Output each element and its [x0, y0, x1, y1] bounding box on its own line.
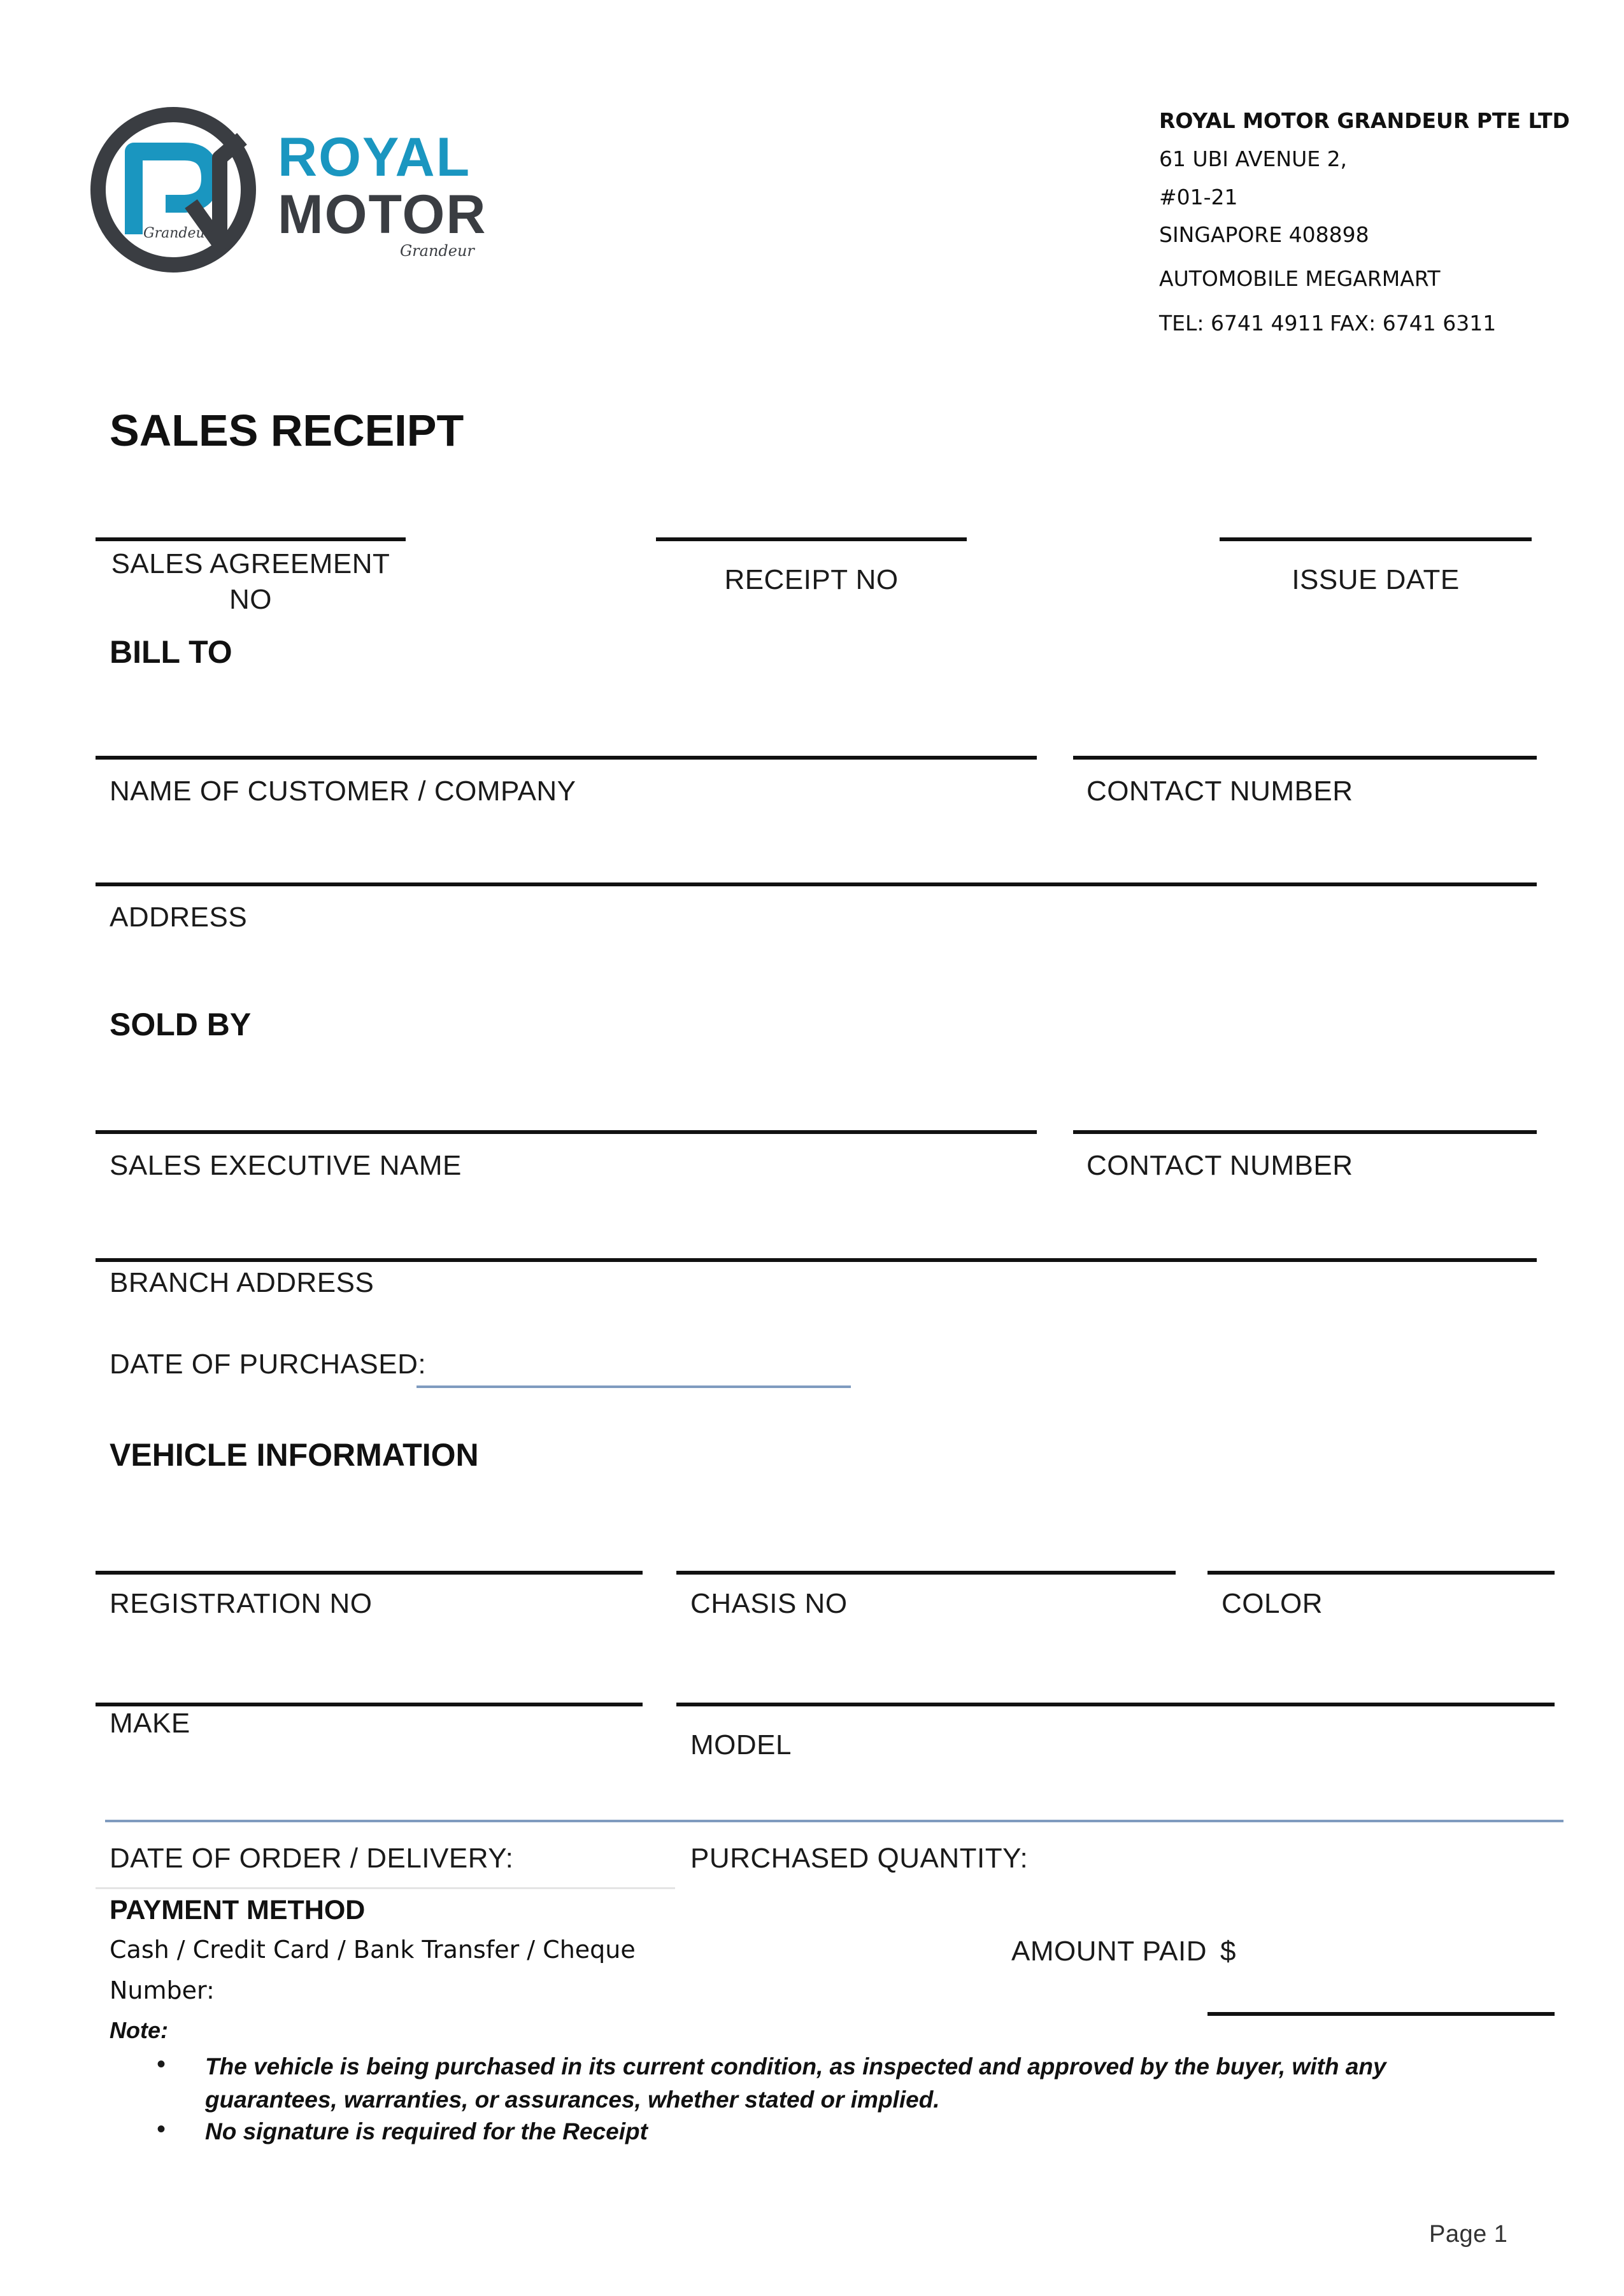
sales-agreement-label-line2: NO	[229, 584, 272, 615]
bill-to-heading: BILL TO	[110, 634, 232, 670]
amount-paid-currency: $	[1220, 1936, 1236, 1967]
sales-agreement-field[interactable]	[96, 537, 406, 541]
note-item	[153, 2050, 1446, 2116]
executive-contact-field[interactable]	[1073, 1130, 1537, 1134]
company-address-line2: #01-21	[1159, 185, 1238, 209]
company-address-line3: SINGAPORE 408898	[1159, 222, 1369, 247]
payment-method-heading: PAYMENT METHOD	[110, 1895, 366, 1925]
chasis-field[interactable]	[676, 1571, 1176, 1575]
chasis-label: CHASIS NO	[690, 1588, 848, 1619]
registration-field[interactable]	[96, 1571, 643, 1575]
logo-brand-motor: MOTOR	[278, 184, 487, 245]
customer-name-label: NAME OF CUSTOMER / COMPANY	[110, 776, 576, 807]
customer-address-field[interactable]	[96, 882, 1537, 886]
company-logo	[89, 101, 497, 279]
customer-address-label: ADDRESS	[110, 902, 248, 933]
color-field[interactable]	[1207, 1571, 1555, 1575]
company-name: ROYAL MOTOR GRANDEUR PTE LTD	[1159, 108, 1570, 133]
issue-date-field[interactable]	[1220, 537, 1532, 541]
customer-contact-label: CONTACT NUMBER	[1086, 776, 1353, 807]
bullet-icon: •	[157, 2050, 166, 2078]
make-field[interactable]	[96, 1703, 643, 1706]
branch-address-label: BRANCH ADDRESS	[110, 1267, 374, 1298]
bullet-icon: •	[157, 2115, 166, 2143]
company-address-line4: AUTOMOBILE MEGARMART	[1159, 266, 1441, 291]
page-title: SALES RECEIPT	[110, 406, 464, 455]
sales-agreement-label-line1: SALES AGREEMENT	[111, 548, 390, 579]
payment-number-label: Number:	[110, 1976, 215, 2004]
registration-label: REGISTRATION NO	[110, 1588, 373, 1619]
executive-contact-label: CONTACT NUMBER	[1086, 1150, 1353, 1181]
company-fax: FAX: 6741 6311	[1330, 311, 1497, 336]
logo-mark-icon	[89, 101, 261, 279]
svg-text:Grandeur: Grandeur	[143, 225, 212, 241]
purchased-quantity-label: PURCHASED QUANTITY:	[690, 1843, 1029, 1874]
receipt-no-field[interactable]	[656, 537, 967, 541]
sales-executive-label: SALES EXECUTIVE NAME	[110, 1150, 462, 1181]
model-label: MODEL	[690, 1729, 792, 1761]
sales-agreement-label	[96, 546, 406, 618]
receipt-no-label: RECEIPT NO	[724, 564, 899, 595]
payment-methods: Cash / Credit Card / Bank Transfer / Cheque	[110, 1936, 636, 1964]
order-delivery-field[interactable]	[96, 1887, 675, 1889]
note-item-text: No signature is required for the Receipt	[205, 2118, 648, 2144]
customer-contact-field[interactable]	[1073, 756, 1537, 760]
date-of-purchase-label: DATE OF PURCHASED:	[110, 1349, 427, 1380]
issue-date-label: ISSUE DATE	[1292, 564, 1460, 595]
vehicle-info-heading: VEHICLE INFORMATION	[110, 1437, 479, 1473]
logo-brand-script: Grandeur	[400, 242, 474, 260]
branch-address-field[interactable]	[96, 1258, 1537, 1262]
amount-paid-label: AMOUNT PAID	[1011, 1936, 1207, 1967]
note-item	[153, 2115, 1446, 2148]
logo-brand-royal: ROYAL	[278, 127, 471, 188]
make-label: MAKE	[110, 1708, 190, 1739]
customer-name-field[interactable]	[96, 756, 1037, 760]
note-item-text: The vehicle is being purchased in its current condition, as inspected and approved by the buyer, with any guarantees, warranties, or assurances, whether stated or implied.	[205, 2053, 1386, 2113]
order-delivery-label: DATE OF ORDER / DELIVERY:	[110, 1843, 514, 1874]
date-of-purchase-field[interactable]	[417, 1385, 851, 1388]
note-heading: Note:	[110, 2017, 168, 2043]
vehicle-divider	[105, 1820, 1563, 1822]
sold-by-heading: SOLD BY	[110, 1007, 252, 1042]
color-label: COLOR	[1222, 1588, 1323, 1619]
sales-executive-field[interactable]	[96, 1130, 1037, 1134]
page-number: Page 1	[1429, 2221, 1508, 2248]
amount-paid-field[interactable]	[1207, 2012, 1555, 2016]
company-address-line1: 61 UBI AVENUE 2,	[1159, 146, 1348, 171]
company-tel: TEL: 6741 4911	[1159, 311, 1325, 336]
model-field[interactable]	[676, 1703, 1555, 1706]
